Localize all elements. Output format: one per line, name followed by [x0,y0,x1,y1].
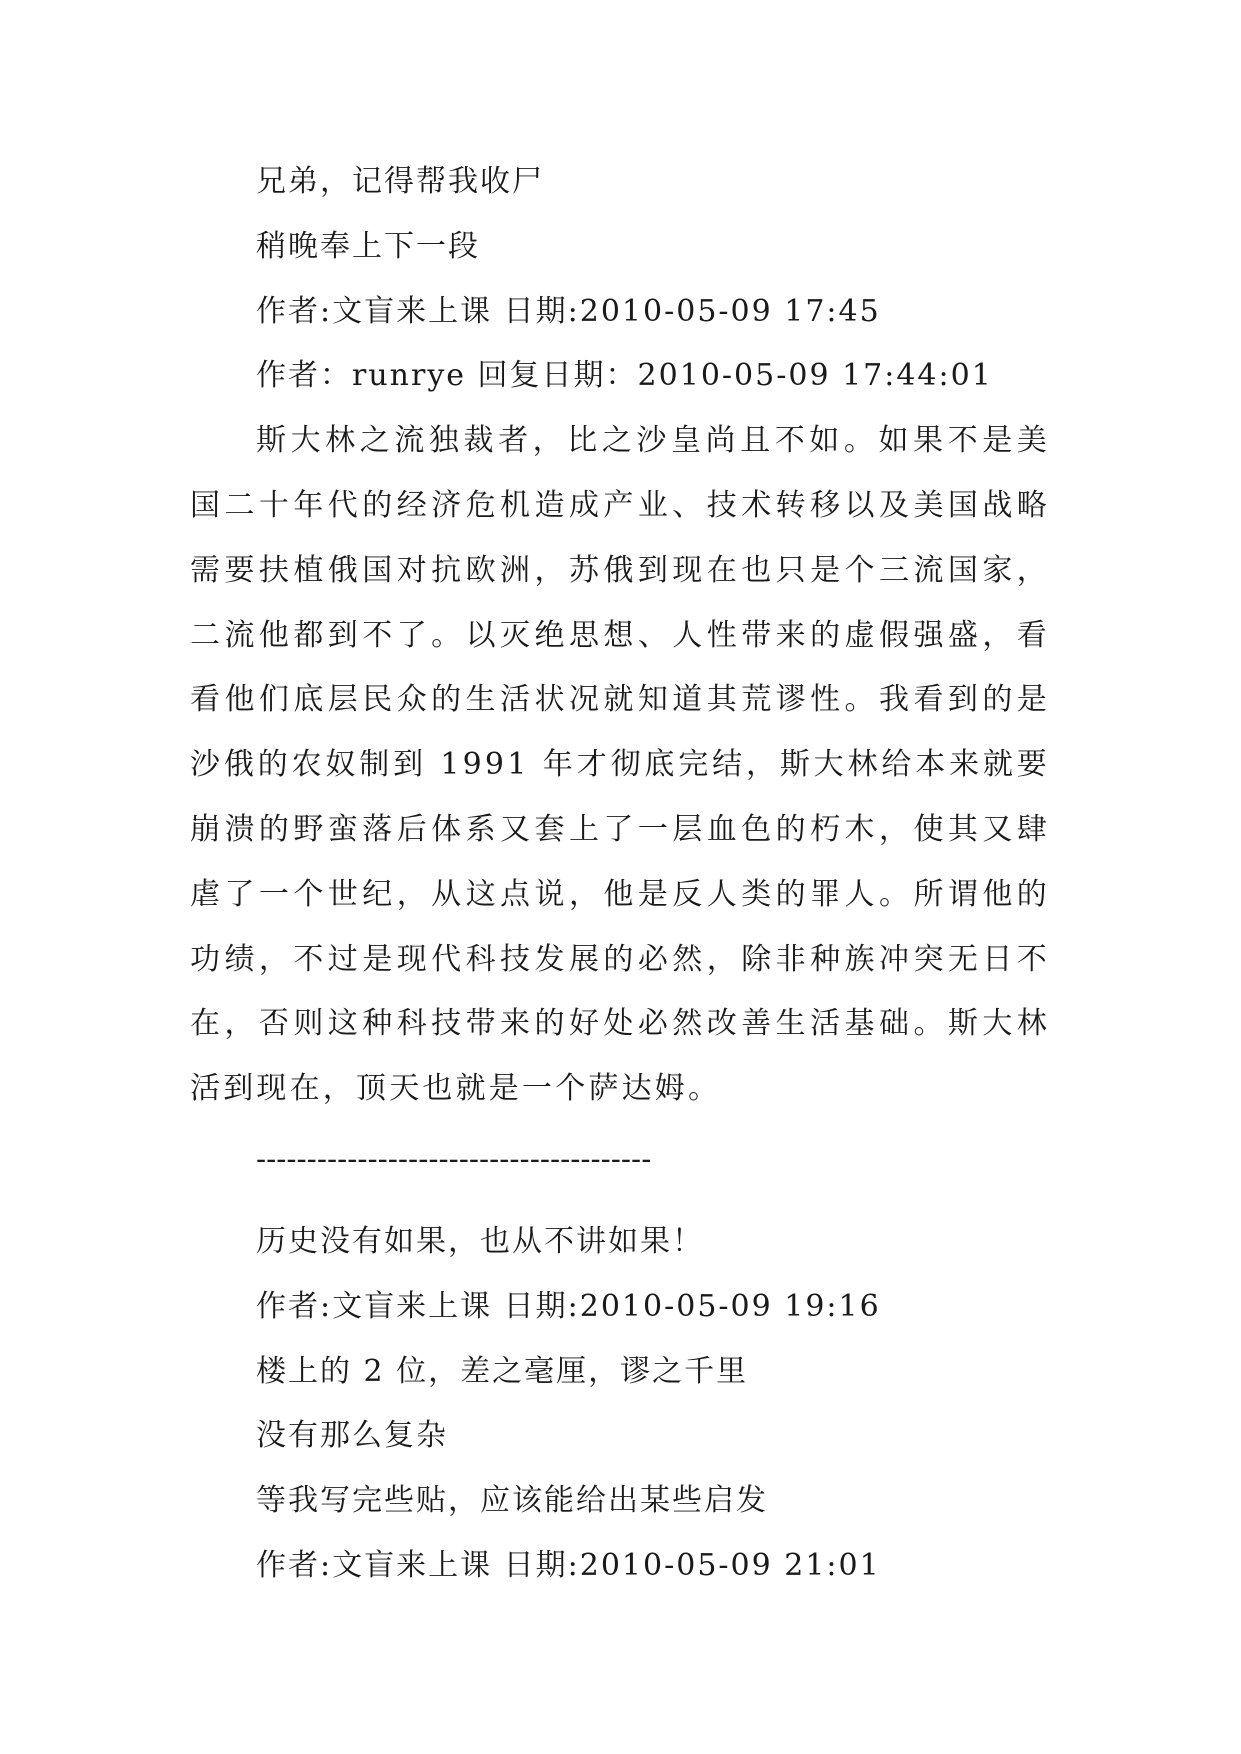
text-line-later: 稍晚奉上下一段 [256,228,480,264]
document-content [190,150,1050,1599]
text-line-after-writing: 等我写完些贴，应该能给出某些启发 [256,1483,768,1519]
separator-text: --------------------------------------- [256,1141,652,1177]
author-date-line-2: 作者:文盲来上课 日期:2010-05-09 19:16 [256,1288,881,1324]
text-line-upstairs: 楼上的 2 位，差之毫厘，谬之千里 [256,1353,749,1389]
author-date-line: 作者:文盲来上课 日期:2010-05-09 17:45 [256,293,881,329]
main-paragraph: 斯大林之流独裁者，比之沙皇尚且不如。如果不是美国二十年代的经济危机造成产业、技术转移以及美国战略需要扶植俄国对抗欧洲，苏俄到现在也只是个三流国家，二流他都到不了。以灭绝思想、人性带来的虚假强盛，看看他们底层民众的生活状况就知道其荒谬性。我看到的是沙俄的农奴制到 1991 年才彻底完结，斯大林给本来就要崩溃的野蛮落后体系又套上了一层血色的朽木，使其又肆虐了一个世纪，从这点说，他是反人类的罪人。所谓他的功绩，不过是现代科技发展的必然，除非种族冲突无日不在，否则这种科技带来的好处必然改善生活基础。斯大林活到现在，顶天也就是一个萨达姆。 [190,423,1050,1107]
text-line-brother: 兄弟，记得帮我收尸 [256,164,544,199]
text-line-history: 历史没有如果，也从不讲如果！ [256,1223,704,1259]
text-line-not-complex: 没有那么复杂 [256,1418,448,1454]
author-date-line-3: 作者:文盲来上课 日期:2010-05-09 21:01 [256,1547,881,1583]
reply-author-date-line: 作者：runrye 回复日期：2010-05-09 17:44:01 [256,358,993,394]
separator-line [190,1122,1050,1210]
